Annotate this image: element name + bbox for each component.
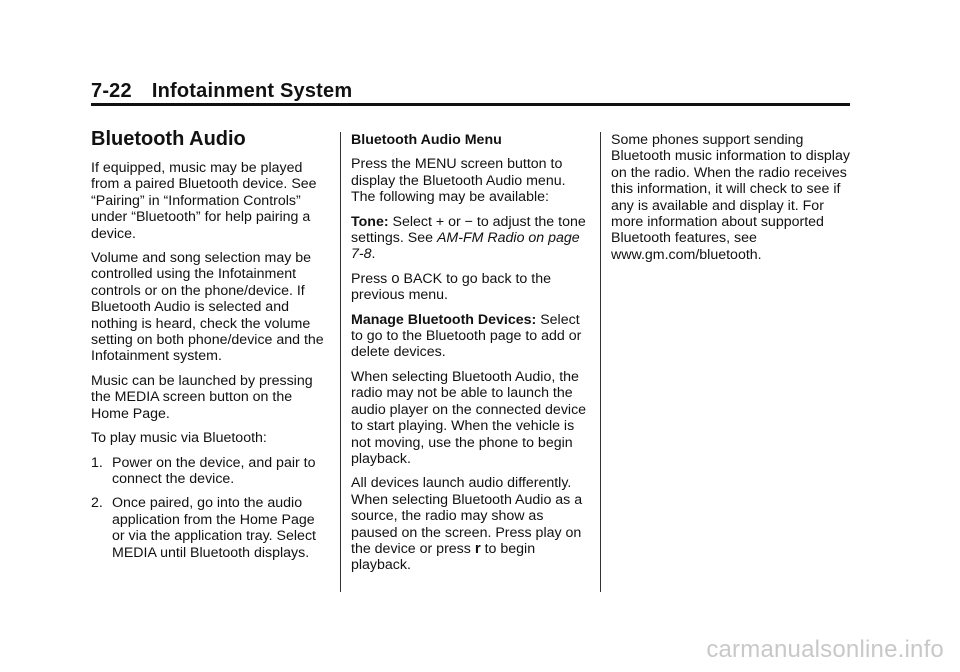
subhead-bluetooth-audio-menu: Bluetooth Audio Menu <box>351 132 502 148</box>
list-item-number: 1. <box>91 454 103 471</box>
paragraph-intro: If equipped, music may be played from a paired Bluetooth device. See “Pairing” in “Information Controls” under “Bluetooth” for help pairing a device. <box>91 160 317 242</box>
launch-text-pre: All devices launch audio differently. When selecting Bluetooth Audio as a source, the radio may show as paused on the screen. Press play on the device or press <box>351 475 583 557</box>
back-text-post: BACK to go back to the previous menu. <box>351 270 551 304</box>
launch-text-post: to begin playback. <box>351 540 536 574</box>
manage-text: Select to go to the Bluetooth page to add or delete devices. <box>351 311 582 361</box>
list-item <box>91 495 331 561</box>
back-icon: o <box>391 269 400 287</box>
list-item-number: 2. <box>91 495 103 512</box>
column-1 <box>91 160 331 569</box>
page-header <box>91 80 352 103</box>
back-text-pre: Press <box>351 270 392 287</box>
paragraph-launch-audio <box>351 475 591 573</box>
paragraph-back <box>351 271 591 304</box>
tone-end: . <box>371 246 376 263</box>
column-3 <box>611 132 851 271</box>
paragraph-manage <box>351 312 591 361</box>
paragraph-tone <box>351 214 591 263</box>
header-rule <box>91 103 850 106</box>
tone-cross-reference: AM-FM Radio on page 7-8 <box>351 230 580 263</box>
tone-label: Tone: <box>351 213 389 230</box>
list-item-text: Once paired, go into the audio application from the Home Page or via the application tray. Select MEDIA until Bluetooth displays. <box>112 495 316 561</box>
paragraph-volume: Volume and song selection may be controlled using the Infotainment controls or on the phone/device. If Bluetooth Audio is selected and nothing is heard, check the volume setting on both phone/device and the Infotainment system. <box>91 250 324 365</box>
paragraph-music-info: Some phones support sending Bluetooth music information to display on the radio. When the radio receives this information, it will check to see if any is available and display it. For more information about supported Bluetooth features, see www.gm.com/bluetooth. <box>611 132 850 263</box>
tone-text: Select + or − to adjust the tone settings. See <box>351 213 586 247</box>
watermark: carmanualsonline.info <box>706 636 944 663</box>
paragraph-launch: Music can be launched by pressing the MEDIA screen button on the Home Page. <box>91 372 313 422</box>
manage-label: Manage Bluetooth Devices: <box>351 311 537 328</box>
page-number: 7-22 <box>91 80 132 102</box>
column-2 <box>351 132 591 582</box>
column-divider-2 <box>600 132 601 592</box>
paragraph-steps-intro: To play music via Bluetooth: <box>91 430 267 447</box>
paragraph-menu: Press the MENU screen button to display the Bluetooth Audio menu. The following may be available: <box>351 156 566 206</box>
play-icon: r <box>474 539 481 557</box>
list-item-text: Power on the device, and pair to connect the device. <box>112 454 316 487</box>
paragraph-selecting: When selecting Bluetooth Audio, the radio may not be able to launch the audio player on the connected device to start playing. When the vehicle is not moving, use the phone to begin playback. <box>351 368 587 467</box>
chapter-title: Infotainment System <box>151 80 353 102</box>
section-title: Bluetooth Audio <box>91 128 246 150</box>
column-divider-1 <box>340 132 341 592</box>
list-item <box>91 455 331 488</box>
